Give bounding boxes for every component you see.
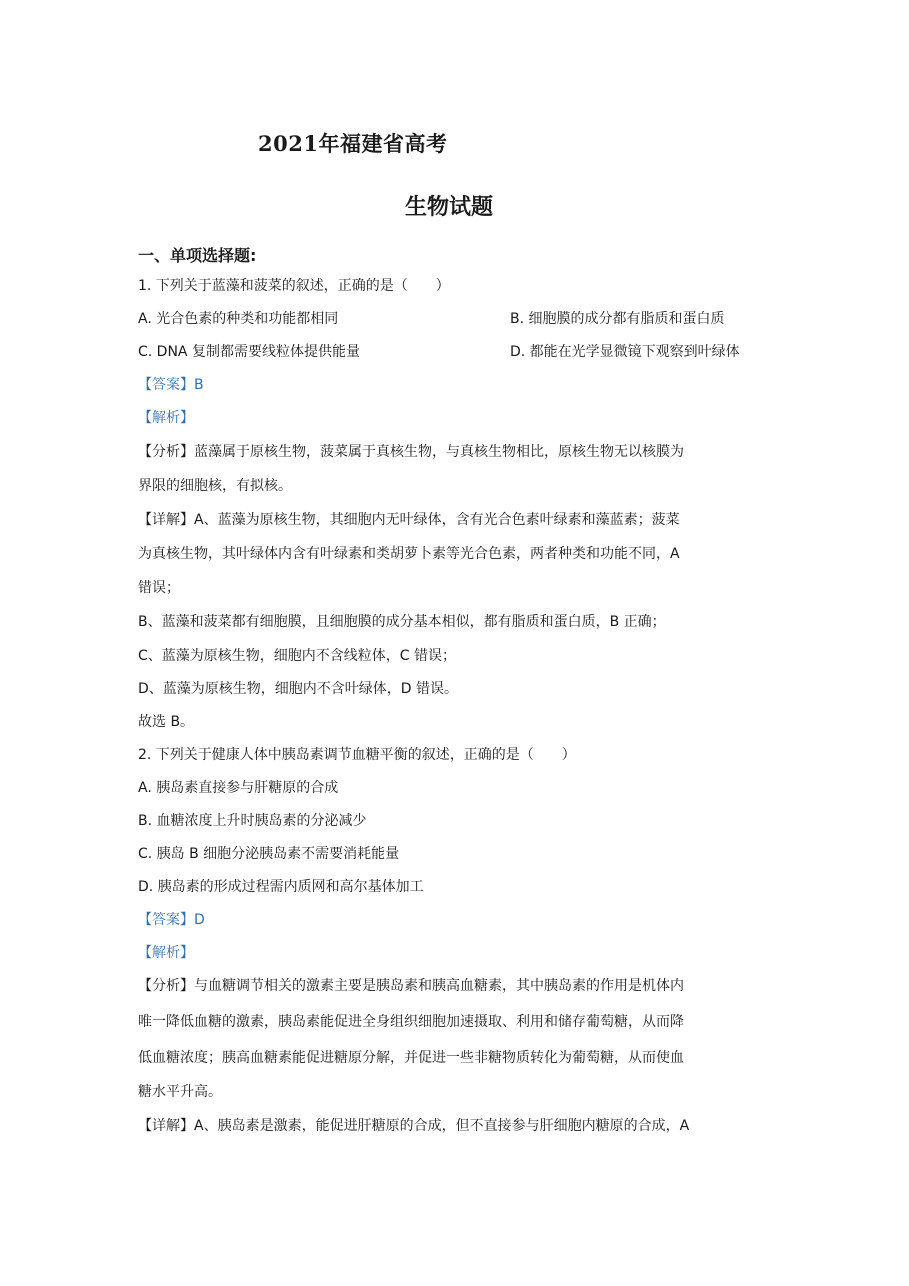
question-1-option-d: D. 都能在光学显微镜下观察到叶绿体 <box>510 344 740 360</box>
question-2-fenxi-line-1: 【分析】与血糖调节相关的激素主要是胰岛素和胰高血糖素，其中胰岛素的作用是机体内 <box>138 978 684 994</box>
question-2-option-c: C. 胰岛 B 细胞分泌胰岛素不需要消耗能量 <box>138 846 400 862</box>
question-1-xiangjie-d: D、蓝藻为原核生物，细胞内不含叶绿体，D 错误。 <box>138 681 459 697</box>
question-2-fenxi-line-3: 低血糖浓度；胰高血糖素能促进糖原分解，并促进一些非糖物质转化为葡萄糖，从而使血 <box>138 1050 684 1066</box>
question-2-answer: 【答案】D <box>138 912 205 928</box>
question-1-analysis-label: 【解析】 <box>138 410 194 426</box>
question-2-fenxi-line-4: 糖水平升高。 <box>138 1084 222 1100</box>
question-1-option-c: C. DNA 复制都需要线粒体提供能量 <box>138 344 360 360</box>
question-2-option-d: D. 胰岛素的形成过程需内质网和高尔基体加工 <box>138 879 424 895</box>
question-2-fenxi-line-2: 唯一降低血糖的激素，胰岛素能促进全身组织细胞加速摄取、利用和储存葡萄糖，从而降 <box>138 1014 684 1030</box>
question-1-xiangjie-line-2: 为真核生物，其叶绿体内含有叶绿素和类胡萝卜素等光合色素，两者种类和功能不同，A <box>138 546 680 562</box>
question-1-xiangjie-c: C、蓝藻为原核生物，细胞内不含线粒体，C 错误； <box>138 648 456 664</box>
exam-title: 2021年福建省高考 <box>258 131 448 156</box>
question-2-stem: 2. 下列关于健康人体中胰岛素调节血糖平衡的叙述，正确的是（ ） <box>138 747 576 763</box>
question-1-xiangjie-b: B、蓝藻和菠菜都有细胞膜，且细胞膜的成分基本相似，都有脂质和蛋白质，B 正确； <box>138 614 666 630</box>
question-1-xiangjie-line-3: 错误； <box>138 580 180 596</box>
question-1-option-b: B. 细胞膜的成分都有脂质和蛋白质 <box>510 311 725 327</box>
question-1-fenxi-line-1: 【分析】蓝藻属于原核生物，菠菜属于真核生物，与真核生物相比，原核生物无以核膜为 <box>138 444 684 460</box>
question-2-option-b: B. 血糖浓度上升时胰岛素的分泌减少 <box>138 813 367 829</box>
question-1-fenxi-line-2: 界限的细胞核，有拟核。 <box>138 478 292 494</box>
question-2-analysis-label: 【解析】 <box>138 945 194 961</box>
question-1-option-a: A. 光合色素的种类和功能都相同 <box>138 311 339 327</box>
question-2-option-a: A. 胰岛素直接参与肝糖原的合成 <box>138 780 339 796</box>
question-1-xiangjie-line-1: 【详解】A、蓝藻为原核生物，其细胞内无叶绿体，含有光合色素叶绿素和藻蓝素；菠菜 <box>138 512 680 528</box>
question-2-xiangjie-line-1: 【详解】A、胰岛素是激素，能促进肝糖原的合成，但不直接参与肝细胞内糖原的合成，A <box>138 1118 690 1134</box>
question-1-stem: 1. 下列关于蓝藻和菠菜的叙述，正确的是（ ） <box>138 278 450 294</box>
exam-subtitle: 生物试题 <box>405 194 494 220</box>
question-1-conclusion: 故选 B。 <box>138 714 195 730</box>
section-heading: 一、单项选择题: <box>138 246 257 265</box>
question-1-answer: 【答案】B <box>138 377 204 393</box>
